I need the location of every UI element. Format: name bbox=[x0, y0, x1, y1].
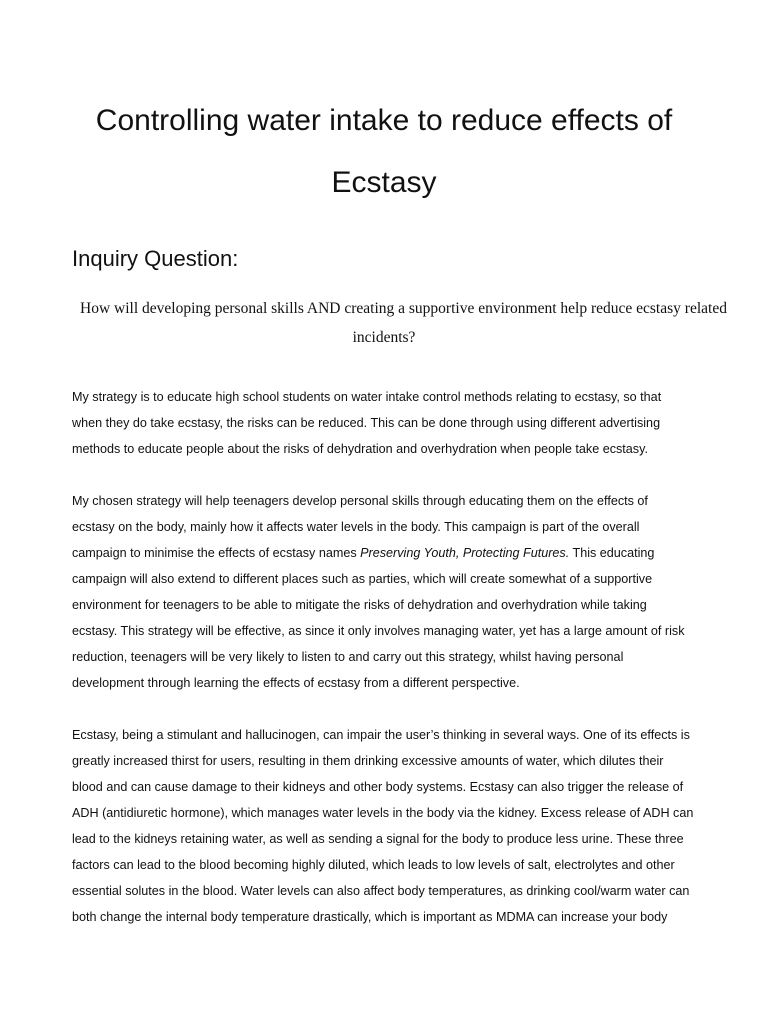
campaign-name: Preserving Youth, Protecting Futures. bbox=[360, 546, 570, 560]
paragraph-line: both change the internal body temperature drastically, which is important as MDMA can increase your body bbox=[72, 910, 668, 924]
document-title bbox=[60, 90, 708, 214]
inquiry-question bbox=[80, 294, 727, 352]
paragraph-line: when they do take ecstasy, the risks can be reduced. This can be done through using different advertising bbox=[72, 416, 661, 430]
paragraph-line: greatly increased thirst for users, resulting in them drinking excessive amounts of water, which dilutes their bbox=[72, 754, 664, 768]
paragraph-line: environment for teenagers to be able to mitigate the risks of dehydration and overhydration while taking bbox=[72, 598, 647, 612]
paragraph-line: Ecstasy, being a stimulant and hallucinogen, can impair the user’s thinking in several ways. One of its effects is bbox=[72, 728, 690, 742]
paragraph-line: essential solutes in the blood. Water levels can also affect body temperatures, as drinking cool/warm water can bbox=[72, 884, 690, 898]
paragraph-line: campaign will also extend to different places such as parties, which will create somewhat of a supportive bbox=[72, 572, 653, 586]
paragraph-line: lead to the kidneys retaining water, as well as sending a signal for the body to produce less urine. These three bbox=[72, 832, 684, 846]
paragraph-line: methods to educate people about the risks of dehydration and overhydration when people take ecstasy. bbox=[72, 442, 648, 456]
paragraph-line: factors can lead to the blood becoming highly diluted, which leads to low levels of salt, electrolytes and other bbox=[72, 858, 675, 872]
inquiry-question-line-1: How will developing personal skills AND creating a supportive environment help reduce ecstasy related bbox=[80, 300, 727, 317]
paragraph-line: reduction, teenagers will be very likely to listen to and carry out this strategy, whilst having personal bbox=[72, 650, 624, 664]
paragraph-line: development through learning the effects of ecstasy from a different perspective. bbox=[72, 676, 520, 690]
paragraph-line: ecstasy on the body, mainly how it affects water levels in the body. This campaign is part of the overall bbox=[72, 520, 640, 534]
title-line-1: Controlling water intake to reduce effects of bbox=[95, 104, 673, 137]
paragraph-line: blood and can cause damage to their kidneys and other body systems. Ecstasy can also trigger the release of bbox=[72, 780, 684, 794]
strategy-paragraph bbox=[72, 384, 702, 462]
paragraph-line bbox=[72, 540, 702, 566]
inquiry-question-line-2: incidents? bbox=[352, 329, 416, 346]
inquiry-heading: Inquiry Question: bbox=[72, 246, 239, 271]
title-line-2: Ecstasy bbox=[331, 166, 437, 199]
paragraph-text: campaign to minimise the effects of ecstasy names bbox=[72, 546, 361, 560]
chosen-strategy-paragraph bbox=[72, 488, 702, 696]
ecstasy-effects-paragraph bbox=[72, 722, 702, 930]
paragraph-text: This educating bbox=[569, 546, 655, 560]
paragraph-line: ADH (antidiuretic hormone), which manages water levels in the body via the kidney. Excess release of ADH can bbox=[72, 806, 694, 820]
paragraph-line: ecstasy. This strategy will be effective, as since it only involves managing water, yet has a large amount of risk bbox=[72, 624, 685, 638]
paragraph-line: My chosen strategy will help teenagers develop personal skills through educating them on the effects of bbox=[72, 494, 648, 508]
paragraph-line: My strategy is to educate high school students on water intake control methods relating to ecstasy, so that bbox=[72, 390, 662, 404]
